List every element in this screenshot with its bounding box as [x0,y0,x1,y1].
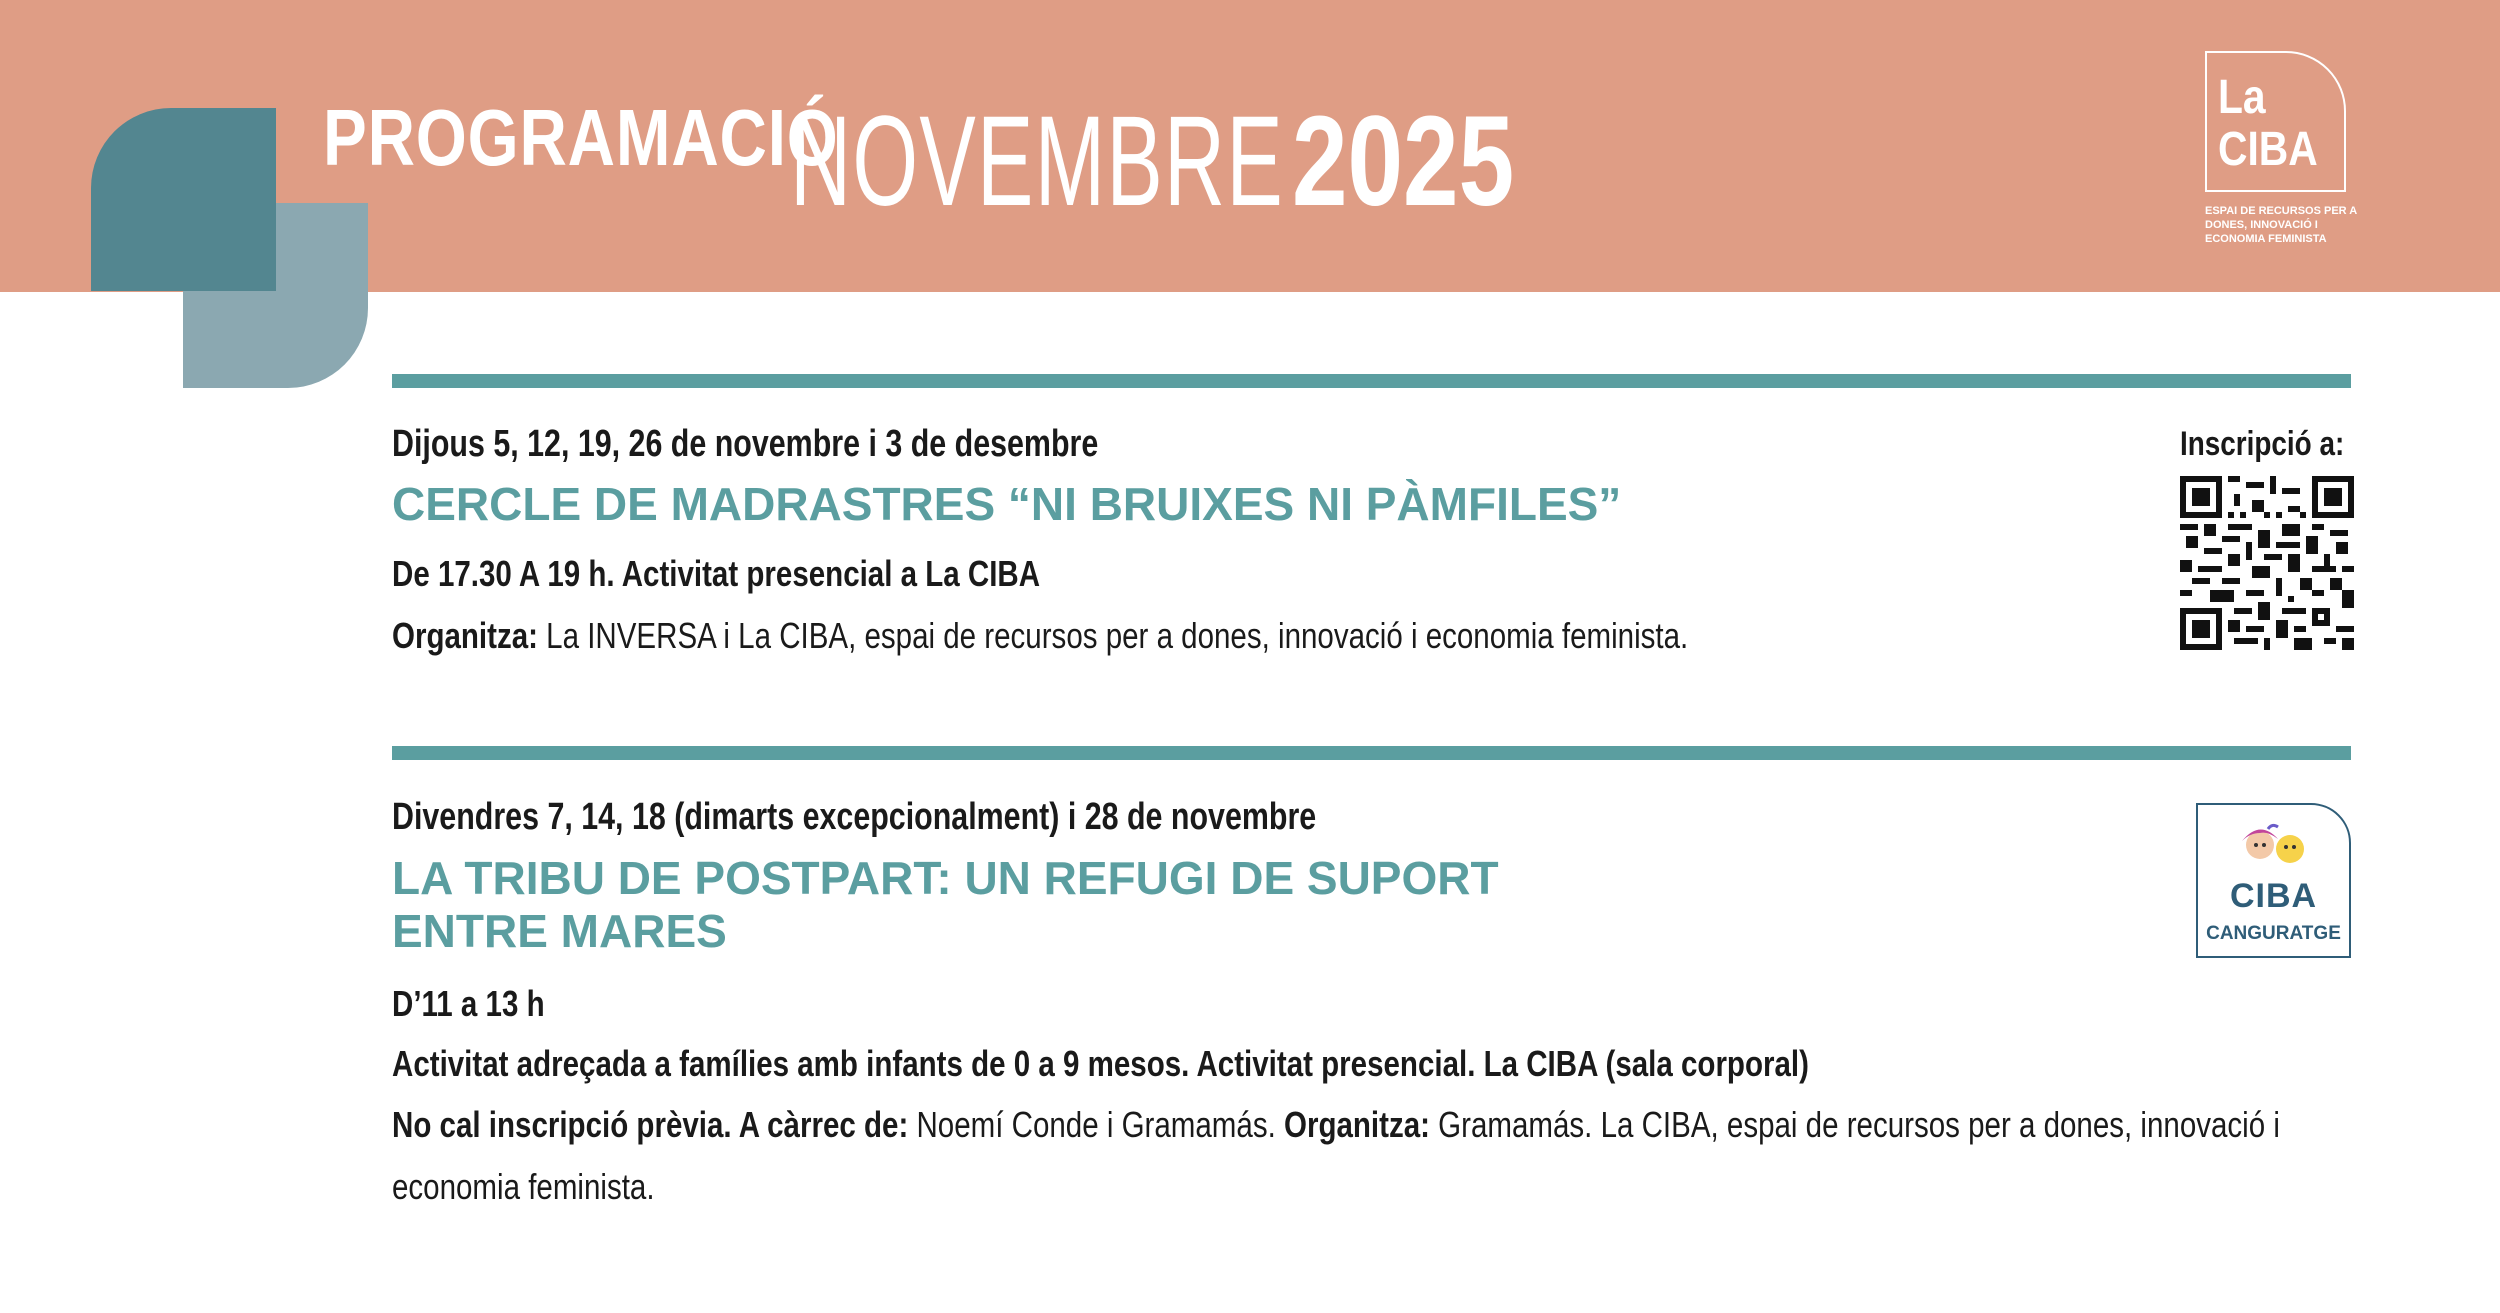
event-2-date: Divendres 7, 14, 18 (dimarts excepcionalment) i 28 de novembre [392,796,1317,838]
header-month: NOVEMBRE [790,90,1285,233]
event-2-audience: Activitat adreçada a famílies amb infants de 0 a 9 mesos. Activitat presencial. La CIBA (sala corporal) [392,1043,1809,1084]
qr-code-icon[interactable] [2180,476,2354,650]
event-1-schedule: De 17.30 A 19 h. Activitat presencial a La CIBA [392,553,1041,594]
logo-subtitle: ESPAI DE RECURSOS PER A DONES, INNOVACIÓ I ECONOMIA FEMINISTA [2205,205,2357,245]
event-2-time: D’11 a 13 h [392,983,545,1024]
canguratge-logo-text: CIBA [2229,877,2318,915]
event-2-charge-value: Noemí Conde i Gramamás. [916,1104,1276,1145]
event-2-details [392,1094,2352,1218]
event-2-organiza-label: Organitza: [1283,1104,1430,1145]
logo-line-2: CIBA [2218,123,2318,176]
registration-label: Inscripció a: [2180,425,2345,463]
event-1-organiza-label: Organitza: [392,615,538,656]
event-1-title: CERCLE DE MADRASTRES “NI BRUIXES NI PÀMFILES” [392,478,1622,530]
event-1-organiza [392,615,1688,657]
event-1-divider [392,374,2351,388]
canguratge-label: CANGURATGE [2206,923,2341,944]
canguratge-badge [2196,803,2351,958]
event-2-no-inscription-label: No cal inscripció prèvia. A càrrec de: [392,1104,909,1145]
event-2-divider [392,746,2351,760]
event-1-organiza-value: La INVERSA i La CIBA, espai de recursos per a dones, innovació i economia feminista. [546,615,1689,656]
header-programacio: PROGRAMACIÓ [323,93,839,182]
event-1-date: Dijous 5, 12, 19, 26 de novembre i 3 de desembre [392,423,1099,465]
event-2-title-line-2: ENTRE MARES [392,905,727,957]
event-2-organiza-value: Gramamás. La CIBA, espai de recursos per a dones, innovació i economia feminista. [392,1104,2280,1207]
header-year: 2025 [1292,90,1515,233]
decorative-shape-overlap [183,203,276,291]
event-2-title-line-1: LA TRIBU DE POSTPART: UN REFUGI DE SUPORT [392,852,1499,904]
logo-line-1: La [2218,71,2266,124]
la-ciba-logo [2218,72,2318,176]
